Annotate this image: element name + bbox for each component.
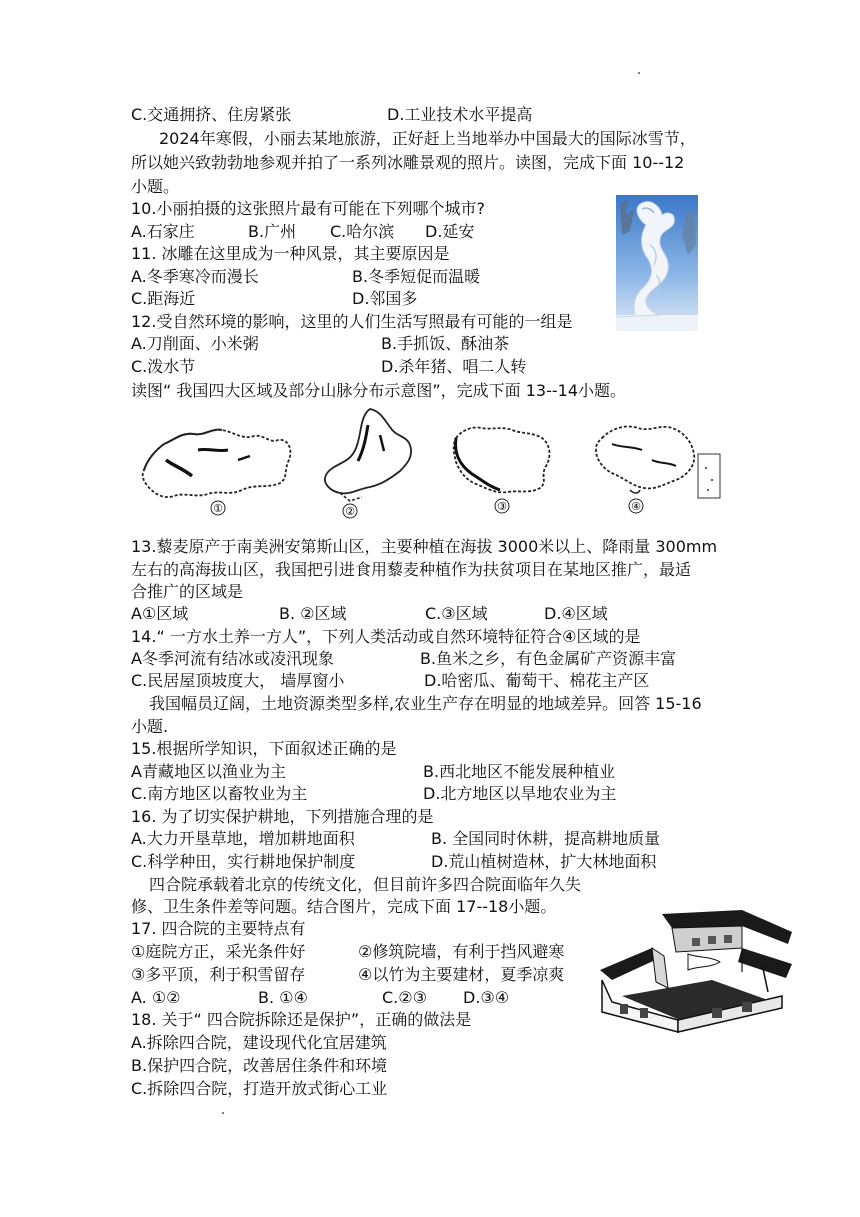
intro-10-12-line2: 所以她兴致勃勃地参观并拍了一系列冰雕景观的照片。读图，完成下面 10--12 — [131, 153, 685, 172]
q14-option-a: A冬季河流有结冰或凌汛现象 — [131, 649, 334, 668]
q15-option-d: D.北方地区以旱地农业为主 — [423, 784, 617, 803]
map-label-1: ① — [213, 502, 223, 515]
q16-option-c: C.科学种田，实行耕地保护制度 — [131, 852, 356, 871]
q16-option-d: D.荒山植树造林，扩大林地面积 — [431, 852, 657, 871]
region-map-4 — [582, 414, 742, 522]
q11-stem: 11. 冰雕在这里成为一种风景，其主要原因是 — [131, 244, 450, 263]
q11-option-c: C.距海近 — [131, 289, 196, 308]
siheyuan-illustration — [592, 908, 796, 1036]
q13-line2: 左右的高海拔山区，我国把引进食用藜麦种植作为扶贫项目在某地区推广，最适 — [131, 560, 692, 579]
q13-option-d: D.④区域 — [544, 604, 608, 623]
intro-15-16-line2: 小题. — [131, 717, 169, 736]
scan-dot — [222, 1112, 224, 1114]
q17-option-a: A. ①② — [131, 988, 181, 1007]
q13-line3: 合推广的区域是 — [131, 582, 244, 601]
q17-statement-1: ①庭院方正，采光条件好 — [131, 942, 306, 961]
q14-option-c: C.民居屋顶坡度大， 墙厚窗小 — [131, 671, 345, 690]
q13-option-a: A①区域 — [131, 604, 189, 623]
q17-option-d: D.③④ — [463, 988, 510, 1007]
q14-option-d: D.哈密瓜、葡萄干、棉花主产区 — [424, 671, 650, 690]
q15-stem: 15.根据所学知识，下面叙述正确的是 — [131, 739, 397, 758]
map-label-3: ③ — [497, 500, 507, 513]
q16-option-a: A.大力开垦草地，增加耕地面积 — [131, 829, 355, 848]
q16-option-b: B. 全国同时休耕，提高耕地质量 — [431, 829, 661, 848]
intro-13-14: 读图“ 我国四大区域及部分山脉分布示意图”，完成下面 13--14小题。 — [131, 381, 627, 400]
q10-option-b: B.广州 — [248, 222, 297, 241]
q17-stem: 17. 四合院的主要特点有 — [131, 919, 306, 938]
q12-option-b: B.手抓饭、酥油茶 — [381, 334, 510, 353]
intro-10-12-line1: 2024年寒假，小丽去某地旅游，正好赶上当地举办中国最大的国际冰雪节， — [159, 129, 696, 148]
q18-option-a: A.拆除四合院，建设现代化宜居建筑 — [131, 1033, 387, 1052]
scan-dot — [638, 72, 640, 74]
q12-option-d: D.杀年猪、唱二人转 — [381, 357, 527, 376]
intro-17-18-line1: 四合院承载着北京的传统文化，但目前许多四合院面临年久失 — [149, 875, 582, 894]
q13-option-c: C.③区域 — [425, 604, 488, 623]
q18-stem: 18. 关于“ 四合院拆除还是保护”，正确的做法是 — [131, 1010, 472, 1029]
q18-option-b: B.保护四合院，改善居住条件和环境 — [131, 1056, 388, 1075]
q17-option-c: C.②③ — [382, 988, 427, 1007]
q14-option-b: B.鱼米之乡，有色金属矿产资源丰富 — [420, 649, 677, 668]
q15-option-b: B.西北地区不能发展种植业 — [423, 762, 616, 781]
q17-statement-2: ②修筑院墙，有利于挡风避寒 — [358, 942, 565, 961]
q16-stem: 16. 为了切实保护耕地，下列措施合理的是 — [131, 807, 434, 826]
q17-statement-4: ④以竹为主要建材，夏季凉爽 — [358, 965, 565, 984]
intro-17-18-line2: 修、卫生条件差等问题。结合图片，完成下面 17--18小题。 — [131, 897, 557, 916]
q12-stem: 12.受自然环境的影响，这里的人们生活写照最有可能的一组是 — [131, 312, 573, 331]
q12-option-a: A.刀削面、小米粥 — [131, 334, 259, 353]
q9-option-d: D.工业技术水平提高 — [387, 105, 533, 124]
q10-option-c: C.哈尔滨 — [330, 222, 395, 241]
region-map-1 — [138, 410, 298, 518]
q13-line1: 13.藜麦原产于南美洲安第斯山区，主要种植在海拔 3000米以上、降雨量 300mm — [131, 537, 718, 556]
intro-15-16-line1: 我国幅员辽阔，土地资源类型多样,农业生产存在明显的地域差异。回答 15-16 — [149, 694, 702, 713]
q10-stem: 10.小丽拍摄的这张照片最有可能在下列哪个城市? — [131, 199, 485, 218]
q12-option-c: C.泼水节 — [131, 357, 196, 376]
q10-option-a: A.石家庄 — [131, 222, 195, 241]
map-label-4: ④ — [631, 500, 641, 513]
q17-option-b: B. ①④ — [258, 988, 308, 1007]
intro-10-12-line3: 小题。 — [131, 177, 180, 196]
q15-option-c: C.南方地区以畜牧业为主 — [131, 784, 308, 803]
q11-option-a: A.冬季寒冷而漫长 — [131, 267, 259, 286]
region-map-3 — [448, 418, 558, 518]
q18-option-c: C.拆除四合院，打造开放式街心工业 — [131, 1079, 388, 1098]
q11-option-d: D.邻国多 — [352, 289, 418, 308]
q13-option-b: B. ②区域 — [279, 604, 347, 623]
q9-option-c: C.交通拥挤、住房紧张 — [131, 105, 292, 124]
ice-sculpture-photo — [616, 195, 698, 331]
q10-option-d: D.延安 — [425, 222, 475, 241]
region-map-2 — [310, 405, 430, 523]
q14-stem: 14.“ 一方水土养一方人”，下列人类活动或自然环境特征符合④区域的是 — [131, 627, 641, 646]
map-label-2: ② — [345, 505, 355, 518]
q11-option-b: B.冬季短促而温暖 — [352, 267, 481, 286]
q15-option-a: A青藏地区以渔业为主 — [131, 762, 286, 781]
q17-statement-3: ③多平顶，利于积雪留存 — [131, 965, 306, 984]
